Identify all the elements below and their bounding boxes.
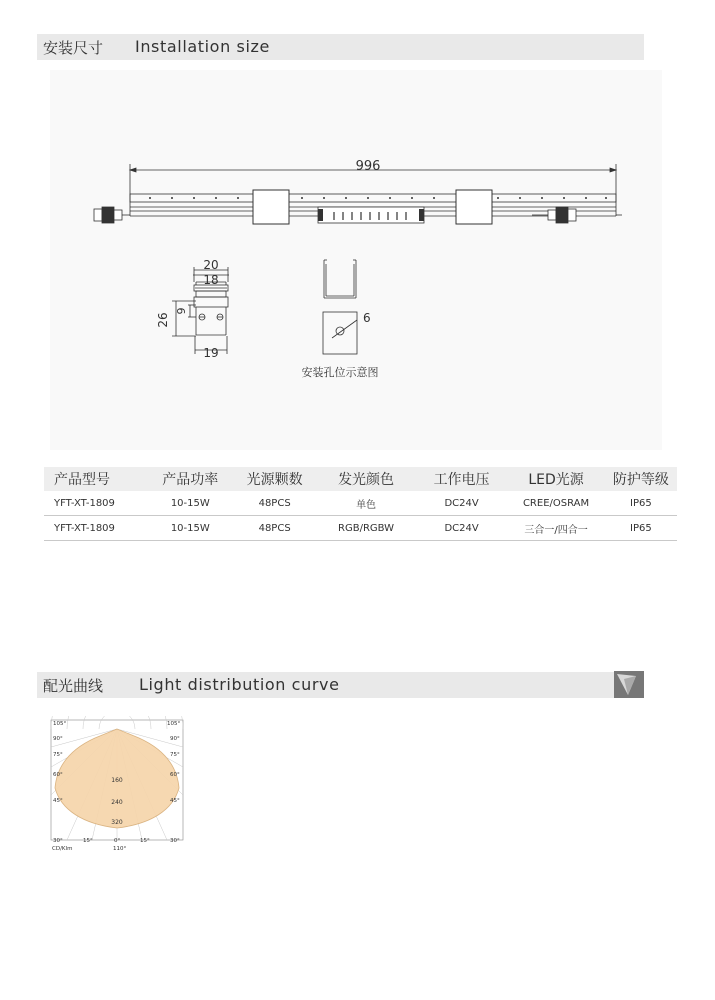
angle-label-60-left: 60° bbox=[53, 772, 63, 778]
intensity-label-160: 160 bbox=[111, 777, 123, 784]
installation-drawing bbox=[50, 70, 662, 450]
header-model: 产品型号 bbox=[44, 467, 148, 491]
angle-label-0: 0° bbox=[114, 838, 121, 844]
mounting-clip-right bbox=[456, 190, 492, 224]
cell-model: YFT-XT-1809 bbox=[44, 491, 148, 516]
cell-voltage: DC24V bbox=[416, 491, 507, 516]
header-led-count: 光源颗数 bbox=[233, 467, 316, 491]
light-title-cn: 配光曲线 bbox=[43, 677, 104, 695]
cell-led-count: 48PCS bbox=[233, 491, 316, 516]
profile-height-inner: 9 bbox=[175, 307, 188, 315]
corner-logo-icon bbox=[614, 671, 644, 698]
table-row bbox=[44, 516, 677, 541]
overall-length-label: 996 bbox=[355, 159, 381, 174]
channel-front-view bbox=[324, 260, 356, 298]
table-header-row bbox=[44, 467, 677, 491]
light-title-en: Light distribution curve bbox=[139, 675, 340, 694]
mounting-hole-view bbox=[323, 312, 357, 354]
installation-drawing-svg bbox=[50, 70, 662, 450]
mounting-clip-left bbox=[253, 190, 289, 224]
install-title-cn: 安装尺寸 bbox=[43, 39, 104, 57]
spec-table bbox=[44, 467, 677, 541]
install-title-en: Installation size bbox=[135, 37, 270, 56]
cell-model: YFT-XT-1809 bbox=[44, 516, 148, 541]
hole-caption: 安装孔位示意图 bbox=[301, 366, 379, 379]
angle-label-45-left: 45° bbox=[53, 798, 63, 804]
cell-led-source: CREE/OSRAM bbox=[507, 491, 605, 516]
header-power: 产品功率 bbox=[148, 467, 233, 491]
profile-width-bottom: 19 bbox=[203, 346, 219, 360]
beam-angle-label: 110° bbox=[113, 846, 127, 852]
angle-label-105-left: 105° bbox=[53, 721, 67, 727]
left-connector bbox=[94, 207, 130, 223]
unit-label: CD/Klm bbox=[52, 846, 73, 852]
cell-ip-rating: IP65 bbox=[605, 491, 677, 516]
right-connector bbox=[532, 207, 622, 223]
profile-width-top: 20 bbox=[203, 258, 219, 272]
cell-color: RGB/RGBW bbox=[316, 516, 416, 541]
angle-label-75-left: 75° bbox=[53, 752, 63, 758]
cell-led-count: 48PCS bbox=[233, 516, 316, 541]
angle-label-15-left: 15° bbox=[83, 838, 93, 844]
intensity-label-320: 320 bbox=[111, 819, 123, 826]
light-distribution-chart bbox=[47, 716, 187, 856]
header-color: 发光颜色 bbox=[316, 467, 416, 491]
profile-width-inner: 18 bbox=[203, 273, 219, 287]
light-section-header bbox=[37, 672, 644, 698]
angle-label-60-right: 60° bbox=[170, 772, 180, 778]
cell-power: 10-15W bbox=[148, 491, 233, 516]
intensity-label-240: 240 bbox=[111, 799, 123, 806]
cell-power: 10-15W bbox=[148, 516, 233, 541]
angle-label-105-right: 105° bbox=[167, 721, 181, 727]
angle-label-90-right: 90° bbox=[170, 736, 180, 742]
angle-label-30-left: 30° bbox=[53, 838, 63, 844]
led-dots bbox=[149, 197, 607, 199]
header-ip-rating: 防护等级 bbox=[605, 467, 677, 491]
cell-ip-rating: IP65 bbox=[605, 516, 677, 541]
angle-label-15-right: 15° bbox=[140, 838, 150, 844]
angle-label-75-right: 75° bbox=[170, 752, 180, 758]
profile-height: 26 bbox=[156, 312, 170, 328]
angle-label-45-right: 45° bbox=[170, 798, 180, 804]
angle-label-90-left: 90° bbox=[53, 736, 63, 742]
cell-led-source: 三合一/四合一 bbox=[507, 516, 605, 541]
install-section-header bbox=[37, 34, 644, 60]
driver-module bbox=[318, 207, 424, 223]
hole-dimension: 6 bbox=[363, 311, 371, 325]
angle-label-30-right: 30° bbox=[170, 838, 180, 844]
header-voltage: 工作电压 bbox=[416, 467, 507, 491]
cell-voltage: DC24V bbox=[416, 516, 507, 541]
table-row bbox=[44, 491, 677, 516]
cell-color: 单色 bbox=[316, 491, 416, 516]
header-led-source: LED光源 bbox=[507, 467, 605, 491]
